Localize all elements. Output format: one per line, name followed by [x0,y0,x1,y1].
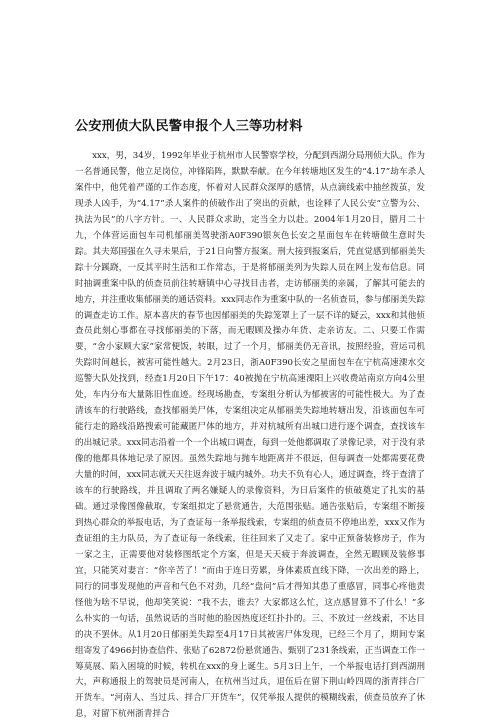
document-title: 公安刑侦大队民警申报个人三等功材料 [75,119,303,134]
document-body: xxx，男，34岁，1992年毕业于杭州市人民警察学校，分配到西湖分局刑侦大队。作为一名普通民警，他立足岗位，冲锋陷阵，默默奉献。在今年转塘地区发生的“4.17”劫车杀人案件中，他凭着严谨的工作态度，怀着对人民群众深厚的感情，从点滴线索中抽丝拨茧，发现杀人凶手，为“4.17”杀人案件的侦破作出了突出的贡献，也诠释了人民公安“立警为公、执法为民”的八字方针。一、人民群众求助，定当全力以赴。2004年1月20日，腊月二十九，个体营运面包车司机郁丽美驾驶浙A0F390银灰色长安之星面包车在转塘做生意时失踪。其夫郑国强在久寻未果后，于21日向警方报案。刑大接到报案后，凭直觉感到郁丽美失踪十分蹊跷，一反其平时生活和工作常态，于是将郁丽美列为失踪人员在网上发布信息。同时抽调重案中队的侦查员前往转塘镇中心寻找目击者，走访郁丽美的亲属，了解其可能去的地方，并注重收集郁丽美的通话资料。xxx同志作为重案中队的一名侦查员，参与郁丽美失踪的调查走访工作。原本喜庆的春节也因郁丽美的失踪笼罩上了一层不详的疑云，xxx和其他侦查员此刻心事都在寻找郁丽美的下落，而无暇顾及操办年货、走亲访友。二、只要工作需要，“舍小家顾大家”家常便饭，转眼，过了一个月，郁丽美仍无音讯，按照经验，营运司机失踪时间越长，被害可能性越大。2月23日，浙A0F390长安之星面包车在宁杭高速溧水交巡警大队处找到，经查1月20日下午17：40被抛在宁杭高速溧阳上兴收费站南京方向4公里处，车内分布大量陈旧性血迹。经现场勘查，专案组分析认为郁被害的可能性极大。为了查清该车的行驶路线，查找郁丽美尸体，专案组决定从郁丽美失踪地转塘出发，沿该面包车可能行走的路线沿路搜索可能藏匿尸体的地方，并对杭城所有出城口进行逐个调查，查找该车的出城记录。xxx同志沿着一个一个出城口调查，每到一处他都调取了录像记录，对于没有录像的他都具体地记录了原因。虽然失踪地与抛车地距离并不很远，但每调查一处都需要花费大量的时间，xxx同志就天天往返奔波于城内城外。功夫不负有心人，通过调查，终于查清了该车的行驶路线，并且调取了两名嫌疑人的录像资料，为日后案件的侦破奠定了扎实的基础。通过录像图像截取，专案组拟定了悬赏通告，大范围张贴。通告张贴后，专案组不断接到热心群众的举报电话，为了查证每一条举报线索，专案组的侦查员不停地出差，xxx又作为查证组的主力队员，为了查证每一条线索，往往回来了又走了。家中正预备装修房子，作为一家之主，正需要他对装修图纸定个方案，但是天天疲于奔波调查，全然无暇顾及装修事宜，只能笑对妻言：“你辛苦了！”而由于连日劳累，身体素质直线下降，一次出差的路上，同行的同事发现他的声音和气色不对劲，几经“盘问”后才得知其患了重感冒，同事心疼他责怪他为啥不早说，他却笑笑说：“我不去，谁去？大家都这么忙，这点感冒算不了什么！”多么朴实的一句话，虽然说话的当时他的脸因热度还红扑扑的。三、不放过一丝线索，不达目的决不罢休。从1月20日郁丽美失踪至4月17日其被害尸体发现，已经三个月了，期间专案组寄发了4966封协查信件、张贴了62872份悬赏通告、甄别了231条线索，正当调查工作一筹莫展、陷入困境的时候，转机在xxx的身上诞生。5月3日上午，一个举报电话打到西湖刑大，声称通报上的驾驶员是河南人，在杭州当过兵，退伍后在留下荆山岭四周的浙青拌合厂开货车。“河南人、当过兵、拌合厂开货车”，仅凭举报人提供的模糊线索，侦查员放弃了休息，对留下杭州浙青拌合 [75,151,425,720]
